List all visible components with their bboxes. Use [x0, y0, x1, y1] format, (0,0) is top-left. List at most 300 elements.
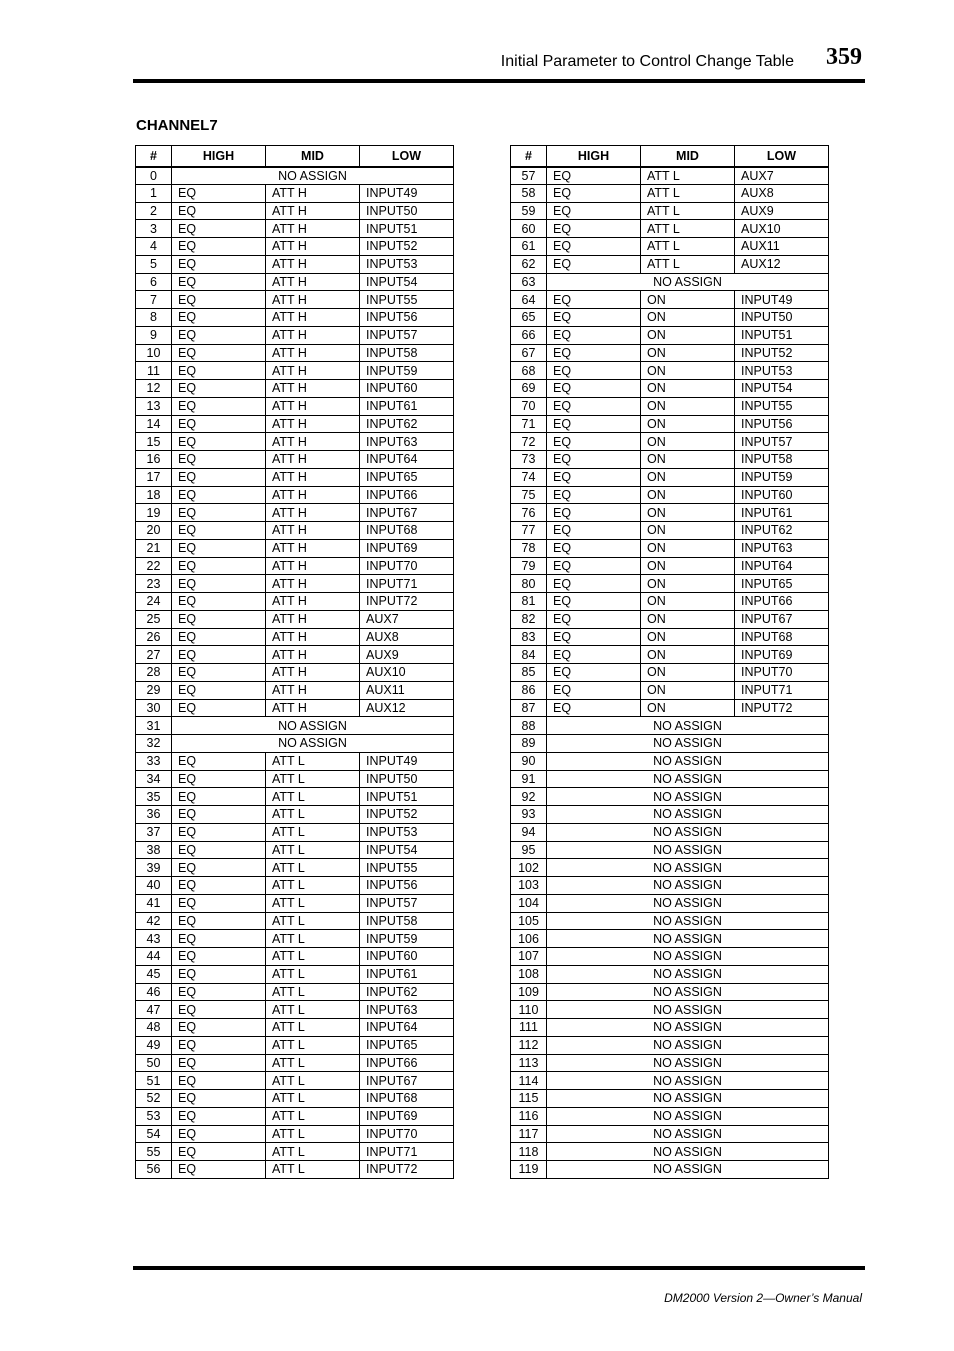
- table-row: [511, 380, 829, 398]
- cell-mid: ATT H: [266, 681, 360, 699]
- cell-high: EQ: [547, 184, 641, 202]
- cell-number: 38: [136, 841, 172, 859]
- cell-mid: ON: [641, 522, 735, 540]
- cell-high: EQ: [547, 539, 641, 557]
- cell-number: 15: [136, 433, 172, 451]
- control-change-table-left: [135, 145, 454, 1179]
- column-header-mid: MID: [266, 146, 360, 167]
- column-header-low: LOW: [360, 146, 454, 167]
- cell-number: 116: [511, 1107, 547, 1125]
- cell-number: 77: [511, 522, 547, 540]
- cell-number: 113: [511, 1054, 547, 1072]
- table-row: [136, 983, 454, 1001]
- cell-high: EQ: [172, 1090, 266, 1108]
- cell-mid: ON: [641, 344, 735, 362]
- cell-number: 44: [136, 948, 172, 966]
- table-row: [136, 468, 454, 486]
- cell-high: EQ: [547, 681, 641, 699]
- table-row: [136, 1019, 454, 1037]
- cell-high: EQ: [172, 362, 266, 380]
- table-row: [511, 877, 829, 895]
- cell-mid: ATT H: [266, 362, 360, 380]
- cell-low: INPUT68: [735, 628, 829, 646]
- cell-low: INPUT63: [360, 1001, 454, 1019]
- table-row: [136, 877, 454, 895]
- cell-low: INPUT66: [360, 1054, 454, 1072]
- cell-mid: ATT L: [266, 1054, 360, 1072]
- cell-number: 56: [136, 1161, 172, 1179]
- cell-low: INPUT50: [735, 309, 829, 327]
- cell-number: 67: [511, 344, 547, 362]
- cell-number: 42: [136, 912, 172, 930]
- cell-number: 89: [511, 735, 547, 753]
- column-header-low: LOW: [735, 146, 829, 167]
- cell-high: EQ: [172, 451, 266, 469]
- table-row: [511, 291, 829, 309]
- cell-mid: ATT L: [266, 1161, 360, 1179]
- table-row: [136, 451, 454, 469]
- cell-low: AUX8: [735, 184, 829, 202]
- cell-high: EQ: [547, 397, 641, 415]
- cell-number: 9: [136, 326, 172, 344]
- table-row: [511, 557, 829, 575]
- cell-number: 66: [511, 326, 547, 344]
- cell-mid: ON: [641, 504, 735, 522]
- cell-mid: ON: [641, 699, 735, 717]
- footer-rule: [133, 1266, 865, 1270]
- cell-number: 34: [136, 770, 172, 788]
- cell-mid: ATT L: [266, 1107, 360, 1125]
- cell-high: EQ: [172, 433, 266, 451]
- cell-high: EQ: [172, 699, 266, 717]
- cell-no-assign: NO ASSIGN: [547, 1054, 829, 1072]
- cell-no-assign: NO ASSIGN: [547, 1125, 829, 1143]
- cell-low: INPUT60: [360, 948, 454, 966]
- cell-high: EQ: [172, 823, 266, 841]
- cell-mid: ON: [641, 309, 735, 327]
- cell-high: EQ: [547, 451, 641, 469]
- cell-number: 110: [511, 1001, 547, 1019]
- cell-low: INPUT64: [735, 557, 829, 575]
- cell-mid: ATT L: [641, 184, 735, 202]
- cell-number: 90: [511, 752, 547, 770]
- table-row: [136, 1001, 454, 1019]
- table-row: [511, 965, 829, 983]
- cell-mid: ATT L: [266, 823, 360, 841]
- cell-low: INPUT69: [360, 539, 454, 557]
- cell-high: EQ: [172, 681, 266, 699]
- cell-mid: ATT L: [266, 1090, 360, 1108]
- cell-no-assign: NO ASSIGN: [547, 948, 829, 966]
- cell-low: INPUT64: [360, 1019, 454, 1037]
- cell-number: 92: [511, 788, 547, 806]
- table-row: [511, 664, 829, 682]
- table-row: [136, 167, 454, 185]
- cell-low: INPUT58: [360, 912, 454, 930]
- table-row: [511, 451, 829, 469]
- table-row: [136, 1054, 454, 1072]
- cell-mid: ON: [641, 557, 735, 575]
- cell-mid: ATT H: [266, 433, 360, 451]
- cell-no-assign: NO ASSIGN: [547, 877, 829, 895]
- table-row: [136, 309, 454, 327]
- cell-low: INPUT66: [735, 593, 829, 611]
- cell-mid: ON: [641, 326, 735, 344]
- table-row: [511, 646, 829, 664]
- cell-mid: ATT L: [641, 238, 735, 256]
- cell-number: 71: [511, 415, 547, 433]
- table-row: [511, 735, 829, 753]
- cell-mid: ATT L: [266, 1143, 360, 1161]
- cell-number: 7: [136, 291, 172, 309]
- cell-low: INPUT59: [735, 468, 829, 486]
- cell-high: EQ: [547, 433, 641, 451]
- table-row: [136, 504, 454, 522]
- cell-mid: ATT L: [266, 983, 360, 1001]
- table-row: [136, 664, 454, 682]
- cell-number: 36: [136, 806, 172, 824]
- cell-high: EQ: [172, 948, 266, 966]
- cell-number: 69: [511, 380, 547, 398]
- cell-low: INPUT62: [360, 415, 454, 433]
- table-row: [511, 167, 829, 185]
- cell-number: 72: [511, 433, 547, 451]
- cell-high: EQ: [172, 309, 266, 327]
- cell-low: INPUT67: [360, 1072, 454, 1090]
- table-row: [136, 291, 454, 309]
- cell-high: EQ: [547, 486, 641, 504]
- table-row: [136, 557, 454, 575]
- cell-mid: ATT H: [266, 309, 360, 327]
- table-row: [511, 806, 829, 824]
- cell-low: INPUT72: [360, 1161, 454, 1179]
- cell-number: 6: [136, 273, 172, 291]
- cell-high: EQ: [547, 238, 641, 256]
- cell-number: 93: [511, 806, 547, 824]
- cell-number: 70: [511, 397, 547, 415]
- cell-low: INPUT56: [360, 309, 454, 327]
- cell-low: INPUT69: [735, 646, 829, 664]
- cell-mid: ATT H: [266, 238, 360, 256]
- cell-mid: ATT H: [266, 486, 360, 504]
- cell-number: 64: [511, 291, 547, 309]
- cell-high: EQ: [172, 486, 266, 504]
- cell-number: 82: [511, 610, 547, 628]
- cell-number: 75: [511, 486, 547, 504]
- cell-high: EQ: [172, 930, 266, 948]
- cell-low: INPUT62: [735, 522, 829, 540]
- cell-mid: ATT H: [266, 291, 360, 309]
- cell-number: 86: [511, 681, 547, 699]
- table-row: [136, 238, 454, 256]
- cell-high: EQ: [172, 841, 266, 859]
- cell-mid: ATT L: [266, 1125, 360, 1143]
- table-row: [136, 912, 454, 930]
- cell-high: EQ: [172, 983, 266, 1001]
- cell-high: EQ: [172, 788, 266, 806]
- table-row: [511, 1125, 829, 1143]
- cell-high: EQ: [547, 504, 641, 522]
- cell-number: 30: [136, 699, 172, 717]
- column-header-mid: MID: [641, 146, 735, 167]
- table-row: [136, 433, 454, 451]
- cell-mid: ON: [641, 593, 735, 611]
- cell-low: INPUT54: [360, 841, 454, 859]
- cell-no-assign: NO ASSIGN: [547, 930, 829, 948]
- table-row: [136, 415, 454, 433]
- cell-number: 4: [136, 238, 172, 256]
- cell-high: EQ: [172, 255, 266, 273]
- cell-mid: ATT L: [641, 202, 735, 220]
- cell-no-assign: NO ASSIGN: [547, 841, 829, 859]
- table-row: [136, 593, 454, 611]
- cell-high: EQ: [172, 1143, 266, 1161]
- cell-no-assign: NO ASSIGN: [547, 1019, 829, 1037]
- table-row: [136, 930, 454, 948]
- cell-no-assign: NO ASSIGN: [547, 1072, 829, 1090]
- table-row: [511, 309, 829, 327]
- table-row: [136, 859, 454, 877]
- cell-number: 20: [136, 522, 172, 540]
- cell-number: 25: [136, 610, 172, 628]
- table-row: [511, 681, 829, 699]
- cell-mid: ATT H: [266, 557, 360, 575]
- cell-high: EQ: [172, 468, 266, 486]
- table-header-row: [511, 146, 829, 167]
- cell-number: 18: [136, 486, 172, 504]
- cell-number: 41: [136, 894, 172, 912]
- table-row: [136, 486, 454, 504]
- cell-low: INPUT58: [360, 344, 454, 362]
- cell-mid: ON: [641, 362, 735, 380]
- cell-mid: ATT H: [266, 610, 360, 628]
- table-row: [136, 1143, 454, 1161]
- cell-number: 106: [511, 930, 547, 948]
- cell-mid: ON: [641, 486, 735, 504]
- cell-high: EQ: [547, 309, 641, 327]
- table-row: [136, 681, 454, 699]
- table-row: [136, 575, 454, 593]
- cell-high: EQ: [172, 397, 266, 415]
- cell-mid: ATT H: [266, 255, 360, 273]
- cell-low: INPUT65: [360, 468, 454, 486]
- cell-no-assign: NO ASSIGN: [547, 752, 829, 770]
- cell-low: INPUT70: [360, 557, 454, 575]
- cell-no-assign: NO ASSIGN: [172, 167, 454, 185]
- cell-mid: ATT H: [266, 273, 360, 291]
- table-row: [136, 1107, 454, 1125]
- cell-number: 61: [511, 238, 547, 256]
- cell-no-assign: NO ASSIGN: [547, 823, 829, 841]
- cell-number: 3: [136, 220, 172, 238]
- cell-high: EQ: [172, 575, 266, 593]
- table-row: [136, 380, 454, 398]
- cell-number: 32: [136, 735, 172, 753]
- cell-low: AUX8: [360, 628, 454, 646]
- cell-high: EQ: [172, 238, 266, 256]
- section-title: CHANNEL7: [136, 117, 218, 134]
- cell-number: 68: [511, 362, 547, 380]
- cell-high: EQ: [172, 1072, 266, 1090]
- cell-mid: ATT L: [266, 788, 360, 806]
- cell-low: INPUT50: [360, 202, 454, 220]
- cell-mid: ATT L: [266, 770, 360, 788]
- table-row: [511, 486, 829, 504]
- table-row: [511, 326, 829, 344]
- cell-low: INPUT51: [360, 788, 454, 806]
- cell-low: INPUT61: [360, 965, 454, 983]
- cell-number: 28: [136, 664, 172, 682]
- table-row: [136, 610, 454, 628]
- cell-low: INPUT50: [360, 770, 454, 788]
- cell-number: 49: [136, 1036, 172, 1054]
- cell-number: 0: [136, 167, 172, 185]
- cell-number: 1: [136, 184, 172, 202]
- cell-no-assign: NO ASSIGN: [547, 912, 829, 930]
- cell-high: EQ: [172, 1125, 266, 1143]
- table-row: [511, 770, 829, 788]
- cell-mid: ATT H: [266, 220, 360, 238]
- table-row: [511, 504, 829, 522]
- cell-number: 58: [511, 184, 547, 202]
- table-row: [511, 859, 829, 877]
- cell-number: 37: [136, 823, 172, 841]
- cell-number: 65: [511, 309, 547, 327]
- table-row: [511, 522, 829, 540]
- cell-low: INPUT52: [360, 806, 454, 824]
- table-row: [511, 912, 829, 930]
- cell-high: EQ: [547, 646, 641, 664]
- table-row: [511, 1054, 829, 1072]
- table-row: [136, 397, 454, 415]
- cell-low: INPUT57: [360, 326, 454, 344]
- cell-number: 111: [511, 1019, 547, 1037]
- cell-number: 24: [136, 593, 172, 611]
- cell-no-assign: NO ASSIGN: [547, 717, 829, 735]
- cell-mid: ATT L: [641, 167, 735, 185]
- cell-number: 80: [511, 575, 547, 593]
- cell-high: EQ: [547, 575, 641, 593]
- cell-high: EQ: [172, 415, 266, 433]
- cell-high: EQ: [547, 468, 641, 486]
- cell-mid: ON: [641, 433, 735, 451]
- cell-low: INPUT61: [360, 397, 454, 415]
- cell-mid: ON: [641, 397, 735, 415]
- cell-number: 11: [136, 362, 172, 380]
- table-row: [136, 894, 454, 912]
- table-row: [136, 965, 454, 983]
- table-row: [136, 1090, 454, 1108]
- cell-number: 109: [511, 983, 547, 1001]
- cell-high: EQ: [547, 415, 641, 433]
- cell-number: 59: [511, 202, 547, 220]
- cell-number: 2: [136, 202, 172, 220]
- table-row: [136, 1072, 454, 1090]
- cell-mid: ATT L: [266, 752, 360, 770]
- cell-mid: ATT L: [641, 220, 735, 238]
- cell-low: INPUT71: [360, 1143, 454, 1161]
- cell-low: INPUT59: [360, 362, 454, 380]
- column-header-high: HIGH: [547, 146, 641, 167]
- cell-mid: ATT H: [266, 593, 360, 611]
- cell-mid: ATT H: [266, 699, 360, 717]
- cell-low: INPUT66: [360, 486, 454, 504]
- cell-number: 39: [136, 859, 172, 877]
- table-row: [136, 948, 454, 966]
- cell-no-assign: NO ASSIGN: [547, 859, 829, 877]
- cell-low: INPUT64: [360, 451, 454, 469]
- table-row: [511, 1107, 829, 1125]
- page-header-title: Initial Parameter to Control Change Table: [500, 53, 794, 70]
- cell-number: 57: [511, 167, 547, 185]
- cell-number: 76: [511, 504, 547, 522]
- table-row: [511, 930, 829, 948]
- cell-high: EQ: [172, 752, 266, 770]
- table-row: [136, 788, 454, 806]
- cell-low: INPUT52: [360, 238, 454, 256]
- cell-high: EQ: [547, 202, 641, 220]
- cell-mid: ATT H: [266, 326, 360, 344]
- cell-no-assign: NO ASSIGN: [547, 1001, 829, 1019]
- table-row: [511, 628, 829, 646]
- table-row: [511, 238, 829, 256]
- cell-high: EQ: [547, 610, 641, 628]
- cell-mid: ON: [641, 539, 735, 557]
- cell-mid: ATT L: [266, 965, 360, 983]
- cell-mid: ON: [641, 575, 735, 593]
- cell-number: 31: [136, 717, 172, 735]
- cell-mid: ATT L: [266, 1072, 360, 1090]
- cell-no-assign: NO ASSIGN: [547, 735, 829, 753]
- cell-no-assign: NO ASSIGN: [547, 770, 829, 788]
- cell-high: EQ: [172, 522, 266, 540]
- table-row: [511, 397, 829, 415]
- cell-no-assign: NO ASSIGN: [547, 788, 829, 806]
- cell-low: INPUT70: [360, 1125, 454, 1143]
- cell-low: INPUT58: [735, 451, 829, 469]
- cell-low: INPUT65: [360, 1036, 454, 1054]
- cell-number: 50: [136, 1054, 172, 1072]
- table-row: [136, 539, 454, 557]
- cell-low: INPUT72: [360, 593, 454, 611]
- cell-low: INPUT53: [735, 362, 829, 380]
- table-row: [511, 1090, 829, 1108]
- cell-high: EQ: [172, 326, 266, 344]
- cell-low: INPUT57: [360, 894, 454, 912]
- table-row: [511, 202, 829, 220]
- cell-low: INPUT71: [735, 681, 829, 699]
- cell-low: INPUT52: [735, 344, 829, 362]
- table-row: [511, 788, 829, 806]
- cell-mid: ATT L: [266, 841, 360, 859]
- cell-no-assign: NO ASSIGN: [547, 1161, 829, 1179]
- table-row: [136, 823, 454, 841]
- cell-low: INPUT55: [360, 291, 454, 309]
- cell-mid: ATT L: [641, 255, 735, 273]
- cell-mid: ATT H: [266, 202, 360, 220]
- table-row: [511, 362, 829, 380]
- cell-high: EQ: [172, 877, 266, 895]
- cell-mid: ON: [641, 610, 735, 628]
- column-header-number: #: [136, 146, 172, 167]
- cell-number: 78: [511, 539, 547, 557]
- table-row: [136, 1161, 454, 1179]
- table-row: [511, 1019, 829, 1037]
- cell-low: INPUT67: [735, 610, 829, 628]
- table-row: [136, 628, 454, 646]
- cell-number: 63: [511, 273, 547, 291]
- cell-number: 54: [136, 1125, 172, 1143]
